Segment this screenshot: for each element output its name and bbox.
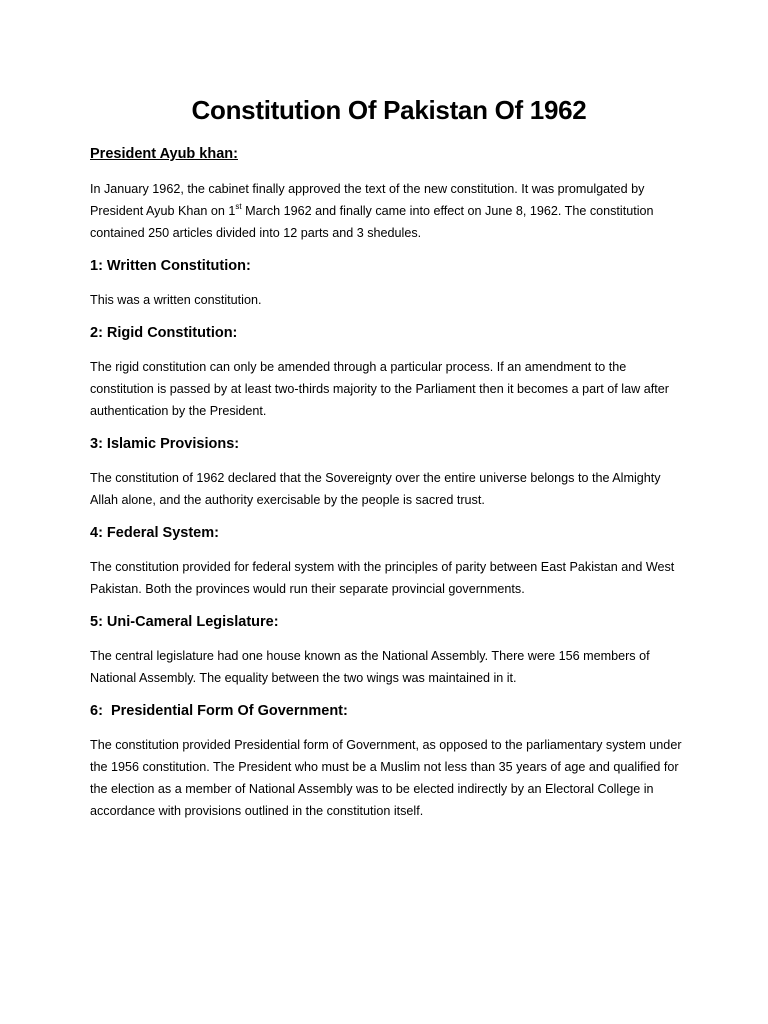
section-heading-rigid: 2: Rigid Constitution:: [90, 325, 238, 341]
section-heading-islamic: 3: Islamic Provisions:: [90, 436, 240, 452]
intro-text-part2: March 1962 and finally came into effect on June 8, 1962. The constitution contained 250 articles divided into 12 parts and 3 shedules.: [90, 204, 654, 240]
intro-text-part1: In January 1962, the cabinet finally approved the text of the new constitution. It was promulgated by President Ayub Khan on 1: [90, 182, 645, 218]
intro-superscript: st: [235, 201, 242, 211]
section-text-written: This was a written constitution.: [90, 293, 262, 307]
document-title: Constitution Of Pakistan Of 1962: [191, 95, 587, 125]
section-text-presidential: The constitution provided Presidential form of Government, as opposed to the parliamentary system under the 1956 constitution. The President who must be a Muslim not less than 35 years of age and qualified for the election as a member of National Assembly was to be elected indirectly by an Electoral College in accordance with provisions outlined in the constitution itself.: [90, 738, 682, 818]
section-heading-presidential: 6: Presidential Form Of Government:: [90, 703, 348, 719]
section-heading-federal: 4: Federal System:: [90, 525, 219, 541]
intro-paragraph: [90, 178, 688, 244]
section-text-federal: The constitution provided for federal system with the principles of parity between East Pakistan and West Pakistan. Both the provinces would run their separate provincial governments.: [90, 560, 675, 596]
section-heading-written: 1: Written Constitution:: [90, 258, 251, 274]
intro-heading: President Ayub khan:: [90, 146, 238, 162]
section-heading-legislature: 5: Uni-Cameral Legislature:: [90, 614, 279, 630]
document-page: [90, 95, 688, 836]
section-text-legislature: The central legislature had one house known as the National Assembly. There were 156 members of National Assembly. The equality between the two wings was maintained in it.: [90, 649, 650, 685]
section-text-islamic: The constitution of 1962 declared that the Sovereignty over the entire universe belongs to the Almighty Allah alone, and the authority exercisable by the people is sacred trust.: [90, 471, 661, 507]
section-text-rigid: The rigid constitution can only be amended through a particular process. If an amendment to the constitution is passed by at least two-thirds majority to the Parliament then it becomes a part of law after authentication by the President.: [90, 360, 669, 418]
